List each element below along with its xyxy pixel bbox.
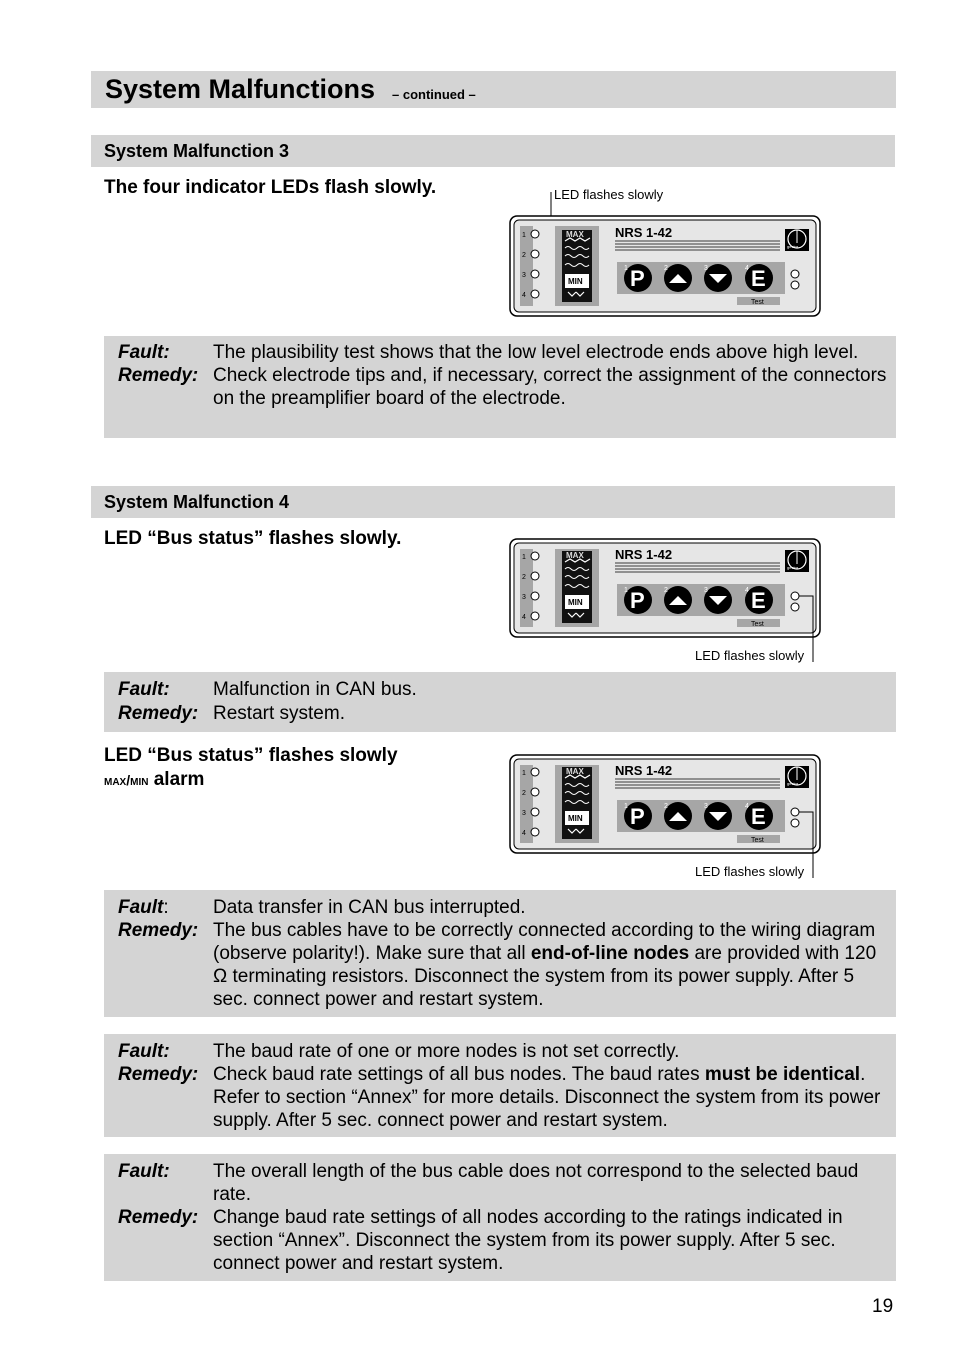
remedy-label: Remedy: — [118, 1064, 199, 1085]
logo-text: gestra — [787, 244, 799, 249]
test-label: Test — [751, 837, 764, 844]
led-number: 3 — [522, 810, 526, 817]
p-label: P — [630, 266, 645, 291]
remedy-text: Change baud rate settings of all nodes according to the ratings indicated in section “Annex”. Disconnect the system from its power supply. After 5 sec. connect power and restart system. — [213, 1207, 843, 1274]
button-number: 1 — [624, 587, 628, 594]
max-label: MAX — [566, 230, 584, 239]
led-number: 4 — [522, 292, 526, 299]
device-panel-diagram — [508, 186, 824, 320]
led-number: 4 — [522, 830, 526, 837]
model-name: NRS 1-42 — [615, 225, 673, 240]
condition-text: The four indicator LEDs flash slowly. — [104, 177, 437, 198]
fault-box-5 — [104, 1154, 896, 1281]
button-number: 3 — [704, 803, 708, 810]
section-title: System Malfunction 3 — [104, 141, 290, 161]
alarm-label: alarm — [148, 769, 205, 790]
brand-logo-icon — [785, 229, 809, 251]
button-number: 4 — [745, 265, 749, 272]
section-title: System Malfunction 4 — [104, 492, 290, 512]
device-panel-diagram-3 — [508, 753, 824, 881]
button-number: 2 — [664, 265, 668, 272]
page-header — [91, 71, 896, 108]
button-number: 2 — [664, 803, 668, 810]
button-number: 4 — [745, 803, 749, 810]
model-name: NRS 1-42 — [615, 763, 673, 778]
page-number: 19 — [872, 1296, 894, 1317]
test-label: Test — [751, 621, 764, 628]
fault-text: Data transfer in CAN bus interrupted. — [213, 897, 526, 918]
led-number: 1 — [522, 232, 526, 239]
remedy-text: Restart system. — [213, 703, 345, 724]
led-number: 4 — [522, 614, 526, 621]
logo-text: gestra — [787, 781, 799, 786]
level-gauge — [555, 226, 599, 306]
led-number: 1 — [522, 770, 526, 777]
fault-label: Fault — [118, 897, 164, 918]
test-label: Test — [751, 299, 764, 306]
led-number: 2 — [522, 790, 526, 797]
p-label: P — [630, 804, 645, 829]
condition-text-3 — [104, 744, 398, 792]
model-name: NRS 1-42 — [615, 547, 673, 562]
brand-logo-icon — [785, 766, 809, 788]
condition-text: LED “Bus status” flashes slowly. — [104, 528, 402, 549]
remedy-text: Check baud rate settings of all bus nodes. The baud rates must be identical. Refer to section “Annex” for more details. Disconnect the system from its power supply. After 5 sec. connect power and restart system. — [213, 1064, 881, 1131]
fault-text: Malfunction in CAN bus. — [213, 679, 417, 700]
min-label: MIN — [568, 277, 583, 286]
button-number: 3 — [704, 587, 708, 594]
remedy-label: Remedy: — [118, 1207, 199, 1228]
min-label: MIN — [568, 814, 583, 823]
e-label: E — [751, 266, 766, 291]
fault-label: Fault: — [118, 679, 170, 700]
fault-text: The plausibility test shows that the low level electrode ends above high level. — [213, 342, 859, 363]
fault-text: The overall length of the bus cable does not correspond to the selected baud rate. — [213, 1161, 859, 1205]
led-annotation: LED flashes slowly — [695, 648, 805, 663]
remedy-text: The bus cables have to be correctly connected according to the wiring diagram (observe polarity!). Make sure that all end-of-line nodes are provided with 120 Ω terminating resistors. Disconnect the system from its power supply. After 5 sec. connect power and restart system. — [213, 920, 877, 1010]
led-number: 1 — [522, 554, 526, 561]
fault-box-3: Fault: Data transfer in CAN bus interrupted. Remedy: The bus cables have to be correctly connected according to the wiring diagram (observe polarity!). Make sure that all end-of-line nodes are provided with 120 Ω terminating resistors. Disconnect the system from its power supply. After 5 sec. connect power and restart system. — [104, 890, 896, 1017]
remedy-label: Remedy: — [118, 703, 199, 724]
e-label: E — [751, 588, 766, 613]
remedy-label: Remedy: — [118, 365, 199, 386]
brand-logo-icon — [785, 550, 809, 572]
level-gauge — [555, 549, 599, 627]
fault-box-4 — [104, 1034, 896, 1137]
led-number: 2 — [522, 574, 526, 581]
button-number: 3 — [704, 265, 708, 272]
level-gauge — [555, 765, 599, 843]
e-label: E — [751, 804, 766, 829]
button-number: 4 — [745, 587, 749, 594]
fault-label: Fault: — [118, 342, 170, 363]
led-number: 3 — [522, 272, 526, 279]
fault-box-1 — [104, 336, 896, 438]
fault-label: Fault: — [118, 1161, 170, 1182]
continued-note: – continued – — [392, 87, 476, 102]
fault-box-2 — [104, 672, 896, 732]
device-panel-diagram-2 — [508, 537, 824, 665]
led-annotation: LED flashes slowly — [554, 187, 664, 202]
led-number: 3 — [522, 594, 526, 601]
section-header-malfunction-3 — [91, 135, 895, 167]
max-min-label: max/min — [104, 772, 149, 788]
condition-line-1: LED “Bus status” flashes slowly — [104, 745, 398, 766]
p-label: P — [630, 588, 645, 613]
button-number: 1 — [624, 803, 628, 810]
max-label: MAX — [566, 767, 584, 776]
remedy-text: Check electrode tips and, if necessary, correct the assignment of the connectors on the preamplifier board of the electrode. — [213, 365, 887, 409]
led-annotation: LED flashes slowly — [695, 864, 805, 879]
button-number: 1 — [624, 265, 628, 272]
section-header-malfunction-4 — [91, 486, 895, 518]
min-label: MIN — [568, 598, 583, 607]
remedy-label: Remedy: — [118, 920, 199, 941]
fault-label: Fault: — [118, 1041, 170, 1062]
page-title: System Malfunctions — [105, 74, 376, 104]
logo-text: gestra — [787, 565, 799, 570]
button-number: 2 — [664, 587, 668, 594]
led-number: 2 — [522, 252, 526, 259]
max-label: MAX — [566, 551, 584, 560]
fault-text: The baud rate of one or more nodes is not set correctly. — [213, 1041, 680, 1062]
